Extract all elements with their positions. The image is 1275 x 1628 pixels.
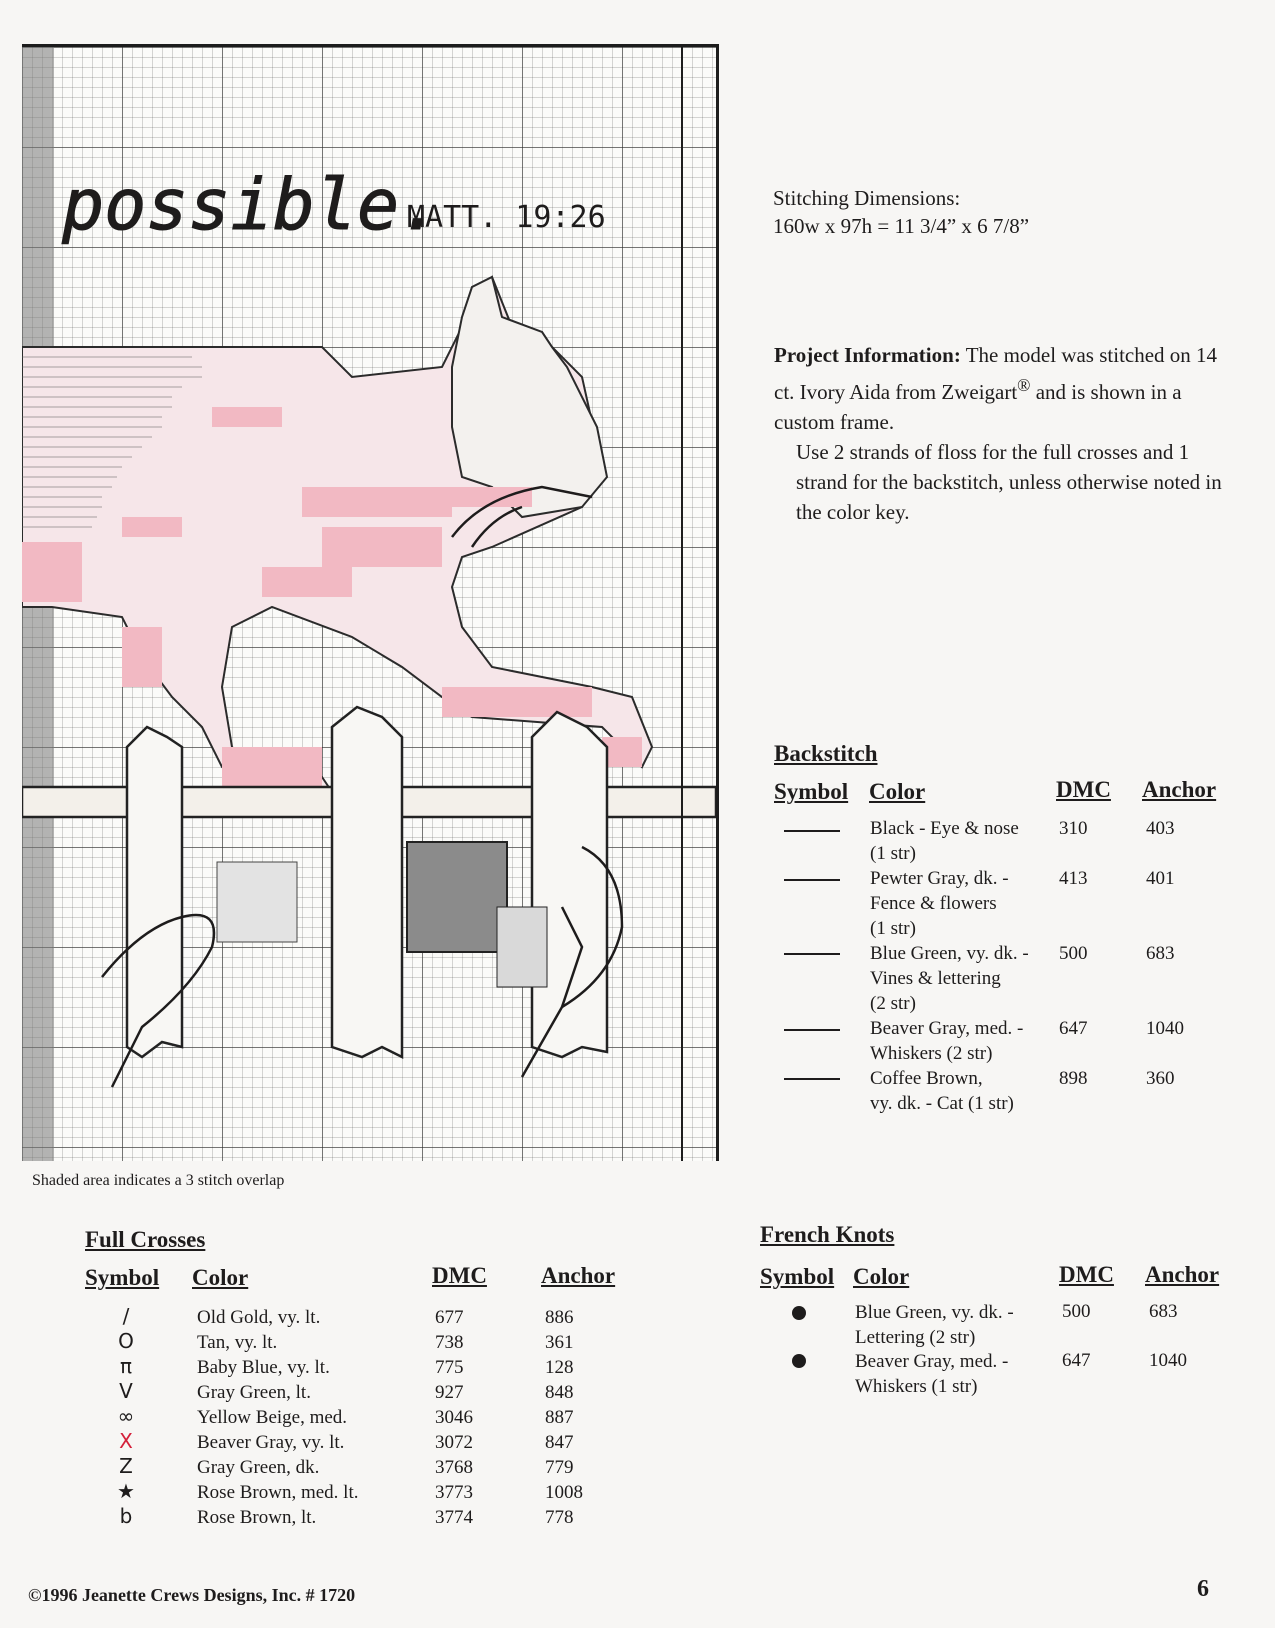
backstitch-note: Fence & flowers <box>870 893 997 914</box>
full-cross-anchor: 1008 <box>545 1482 583 1503</box>
french-knots-header-dmc: DMC <box>1059 1262 1114 1287</box>
full-cross-anchor: 778 <box>545 1507 574 1528</box>
backstitch-color: Blue Green, vy. dk. - <box>870 943 1029 964</box>
full-cross-dmc: 3768 <box>435 1457 473 1478</box>
full-crosses-header-color: Color <box>192 1265 249 1290</box>
full-cross-anchor: 779 <box>545 1457 574 1478</box>
backstitch-note: Vines & lettering <box>870 968 1001 989</box>
full-cross-color: Tan, vy. lt. <box>197 1332 278 1353</box>
french-knot-dmc: 647 <box>1062 1350 1091 1371</box>
backstitch-note2: (1 str) <box>870 918 916 939</box>
backstitch-anchor: 403 <box>1146 818 1175 839</box>
full-cross-color: Baby Blue, vy. lt. <box>197 1357 330 1378</box>
full-cross-symbol: V <box>119 1379 133 1403</box>
backstitch-color: Coffee Brown, <box>870 1068 983 1089</box>
french-knot-color: Beaver Gray, med. - <box>855 1351 1009 1372</box>
full-cross-dmc: 738 <box>435 1332 464 1353</box>
dimensions-value: 160w x 97h = 11 3/4” x 6 7/8” <box>773 214 1030 238</box>
full-cross-color: Yellow Beige, med. <box>197 1407 348 1428</box>
backstitch-anchor: 360 <box>1146 1068 1175 1089</box>
dimensions-label: Stitching Dimensions: <box>773 186 961 210</box>
backstitch-anchor: 1040 <box>1146 1018 1184 1039</box>
backstitch-line-icon <box>784 953 840 955</box>
full-cross-anchor: 361 <box>545 1332 574 1353</box>
full-cross-dmc: 927 <box>435 1382 464 1403</box>
french-knot-anchor: 1040 <box>1149 1350 1187 1371</box>
project-info-label: Project Information: <box>774 343 961 367</box>
project-info-text3: Use 2 strands of floss for the full crosses and 1 strand for the backstitch, unless otherwise noted in the color key. <box>796 440 1222 524</box>
backstitch-note: Whiskers (2 str) <box>870 1043 993 1064</box>
backstitch-anchor: 401 <box>1146 868 1175 889</box>
french-knots-header-color: Color <box>853 1264 910 1289</box>
backstitch-anchor: 683 <box>1146 943 1175 964</box>
full-cross-symbol: X <box>119 1429 133 1453</box>
full-cross-dmc: 3046 <box>435 1407 473 1428</box>
french-knot-color: Blue Green, vy. dk. - <box>855 1302 1014 1323</box>
backstitch-header-color: Color <box>869 779 926 804</box>
project-info-text2: and is shown in a custom frame. <box>774 380 1182 434</box>
full-cross-anchor: 128 <box>545 1357 574 1378</box>
chart-drawing <box>22 47 716 1161</box>
backstitch-dmc: 898 <box>1059 1068 1088 1089</box>
chart-caption: Shaded area indicates a 3 stitch overlap <box>32 1172 285 1189</box>
backstitch-color: Pewter Gray, dk. - <box>870 868 1009 889</box>
backstitch-dmc: 500 <box>1059 943 1088 964</box>
full-crosses-header-symbol: Symbol <box>85 1265 160 1290</box>
backstitch-note: (1 str) <box>870 843 916 864</box>
full-cross-color: Rose Brown, med. lt. <box>197 1482 359 1503</box>
full-cross-anchor: 886 <box>545 1307 574 1328</box>
backstitch-color: Black - Eye & nose <box>870 818 1019 839</box>
backstitch-line-icon <box>784 879 840 881</box>
french-knot-note: Lettering (2 str) <box>855 1327 976 1348</box>
full-cross-anchor: 887 <box>545 1407 574 1428</box>
full-cross-color: Old Gold, vy. lt. <box>197 1307 321 1328</box>
french-knots-title: French Knots <box>760 1222 895 1247</box>
french-knots-header-anchor: Anchor <box>1145 1262 1220 1287</box>
backstitch-header-anchor: Anchor <box>1142 777 1217 802</box>
full-cross-dmc: 677 <box>435 1307 464 1328</box>
backstitch-dmc: 413 <box>1059 868 1088 889</box>
backstitch-color: Beaver Gray, med. - <box>870 1018 1024 1039</box>
backstitch-dmc: 647 <box>1059 1018 1088 1039</box>
backstitch-note: vy. dk. - Cat (1 str) <box>870 1093 1014 1114</box>
full-cross-dmc: 3072 <box>435 1432 473 1453</box>
registered-mark: ® <box>1017 375 1031 395</box>
stitching-dimensions <box>773 184 1029 240</box>
full-cross-color: Gray Green, lt. <box>197 1382 311 1403</box>
french-knot-anchor: 683 <box>1149 1301 1178 1322</box>
full-cross-symbol: ∞ <box>117 1404 135 1428</box>
french-knot-dot-icon <box>792 1354 806 1368</box>
full-crosses-title: Full Crosses <box>85 1227 206 1252</box>
french-knots-header-symbol: Symbol <box>760 1264 835 1289</box>
project-info-text1: The model was stitched on 14 ct. Ivory Aida from Zweigart <box>774 343 1218 404</box>
full-cross-dmc: 3774 <box>435 1507 473 1528</box>
full-cross-symbol: ★ <box>117 1479 135 1503</box>
french-knot-note: Whiskers (1 str) <box>855 1376 978 1397</box>
backstitch-title: Backstitch <box>774 741 878 766</box>
backstitch-header-dmc: DMC <box>1056 777 1111 802</box>
full-cross-symbol: π <box>119 1354 133 1378</box>
backstitch-line-icon <box>784 1029 840 1031</box>
chart-reference: MATT. 19:26 <box>407 200 606 235</box>
full-cross-dmc: 775 <box>435 1357 464 1378</box>
copyright-footer: ©1996 Jeanette Crews Designs, Inc. # 1720 <box>28 1585 356 1605</box>
full-cross-symbol: / <box>122 1304 130 1328</box>
chart-lettering: possible. <box>62 164 442 246</box>
french-knot-dmc: 500 <box>1062 1301 1091 1322</box>
full-cross-color: Beaver Gray, vy. lt. <box>197 1432 345 1453</box>
full-cross-symbol: b <box>119 1504 133 1528</box>
full-cross-symbol: O <box>118 1329 134 1353</box>
full-crosses-header-dmc: DMC <box>432 1263 487 1288</box>
french-knot-dot-icon <box>792 1306 806 1320</box>
page-number: 6 <box>1197 1576 1209 1602</box>
backstitch-line-icon <box>784 1078 840 1080</box>
full-cross-anchor: 847 <box>545 1432 574 1453</box>
backstitch-note2: (2 str) <box>870 993 916 1014</box>
backstitch-dmc: 310 <box>1059 818 1088 839</box>
full-cross-anchor: 848 <box>545 1382 574 1403</box>
cross-stitch-chart <box>22 44 719 1161</box>
full-cross-dmc: 3773 <box>435 1482 473 1503</box>
full-crosses-header-anchor: Anchor <box>541 1263 616 1288</box>
backstitch-line-icon <box>784 830 840 832</box>
full-cross-color: Gray Green, dk. <box>197 1457 320 1478</box>
backstitch-header-symbol: Symbol <box>774 779 849 804</box>
project-information <box>774 340 1226 527</box>
full-cross-color: Rose Brown, lt. <box>197 1507 317 1528</box>
full-cross-symbol: Z <box>119 1454 133 1478</box>
